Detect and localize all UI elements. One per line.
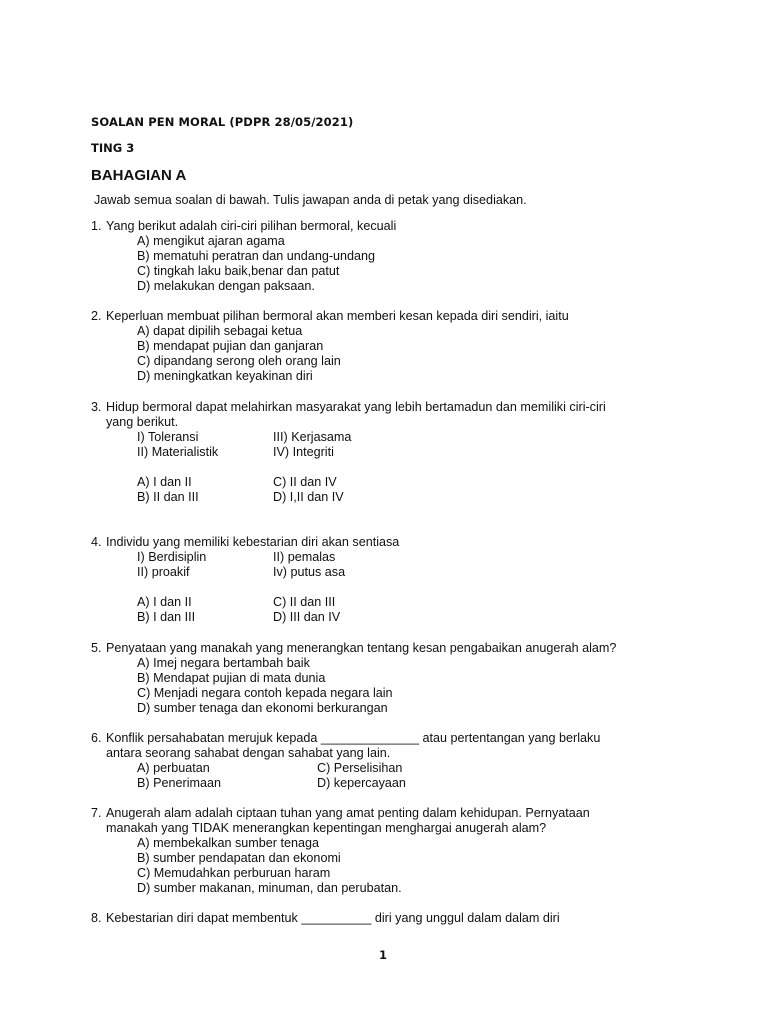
question-stem-continued: manakah yang TIDAK menerangkan kepentingan menghargai anugerah alam? bbox=[106, 821, 547, 835]
statement-item: I) Berdisiplin bbox=[137, 550, 207, 564]
question-8 bbox=[91, 911, 560, 926]
instructions: Jawab semua soalan di bawah. Tulis jawapan anda di petak yang disediakan. bbox=[94, 193, 527, 207]
option-d: D) sumber tenaga dan ekonomi berkurangan bbox=[137, 701, 388, 715]
statement-item: II) Materialistik bbox=[137, 445, 219, 459]
option-d: D) meningkatkan keyakinan diri bbox=[137, 369, 313, 383]
choice-row bbox=[91, 761, 600, 776]
choice-item: A) I dan II bbox=[137, 475, 192, 489]
statement-item: II) pemalas bbox=[273, 550, 336, 564]
document-title: SOALAN PEN MORAL (PDPR 28/05/2021) bbox=[91, 115, 354, 129]
choice-item: B) I dan III bbox=[137, 610, 196, 624]
option-c: C) Menjadi negara contoh kepada negara lain bbox=[137, 686, 393, 700]
statement-item: IV) Integriti bbox=[273, 445, 334, 459]
question-number: 3. bbox=[91, 400, 102, 414]
question-stem-continued: yang berikut. bbox=[106, 415, 179, 429]
option-a: A) membekalkan sumber tenaga bbox=[137, 836, 320, 850]
option-b: B) mematuhi peratran dan undang-undang bbox=[137, 249, 376, 263]
choice-item: A) I dan II bbox=[137, 595, 192, 609]
question-2 bbox=[91, 309, 569, 384]
statement-item: II) proakif bbox=[137, 565, 190, 579]
question-number: 7. bbox=[91, 806, 102, 820]
question-stem: Penyataan yang manakah yang menerangkan tentang kesan pengabaikan anugerah alam? bbox=[106, 641, 617, 655]
option-a: A) Imej negara bertambah baik bbox=[137, 656, 310, 670]
question-stem: Keperluan membuat pilihan bermoral akan memberi kesan kepada diri sendiri, iaitu bbox=[106, 309, 569, 323]
statement-row bbox=[91, 565, 399, 580]
question-number: 1. bbox=[91, 219, 102, 233]
question-3 bbox=[91, 400, 606, 505]
option-c: C) tingkah laku baik,benar dan patut bbox=[137, 264, 340, 278]
question-stem: Kebestarian diri dapat membentuk __________ diri yang unggul dalam dalam diri bbox=[106, 911, 560, 925]
choice-item: C) Perselisihan bbox=[317, 761, 403, 775]
choice-item: B) Penerimaan bbox=[137, 776, 221, 790]
question-number: 5. bbox=[91, 641, 102, 655]
question-4 bbox=[91, 535, 399, 625]
section-heading: BAHAGIAN A bbox=[91, 167, 187, 184]
question-number: 6. bbox=[91, 731, 102, 745]
choice-row bbox=[91, 610, 399, 625]
question-number: 8. bbox=[91, 911, 102, 925]
question-stem: Individu yang memiliki kebestarian diri akan sentiasa bbox=[106, 535, 400, 549]
question-7 bbox=[91, 806, 590, 896]
choice-item: B) II dan III bbox=[137, 490, 199, 504]
statement-row bbox=[91, 445, 606, 460]
question-stem: Anugerah alam adalah ciptaan tuhan yang amat penting dalam kehidupan. Pernyataan bbox=[106, 806, 590, 820]
question-stem: Hidup bermoral dapat melahirkan masyarakat yang lebih bertamadun dan memiliki ciri-ciri bbox=[106, 400, 606, 414]
choice-item: C) II dan IV bbox=[273, 475, 337, 489]
question-stem: Konflik persahabatan merujuk kepada ______________ atau pertentangan yang berlaku bbox=[106, 731, 601, 745]
choice-row bbox=[91, 776, 600, 791]
choice-row bbox=[91, 595, 399, 610]
choice-item: A) perbuatan bbox=[137, 761, 210, 775]
statement-item: Iv) putus asa bbox=[273, 565, 346, 579]
option-b: B) sumber pendapatan dan ekonomi bbox=[137, 851, 341, 865]
question-stem: Yang berikut adalah ciri-ciri pilihan bermoral, kecuali bbox=[106, 219, 397, 233]
form-level: TING 3 bbox=[91, 141, 135, 155]
option-b: B) mendapat pujian dan ganjaran bbox=[137, 339, 324, 353]
choice-item: D) III dan IV bbox=[273, 610, 341, 624]
question-stem-continued: antara seorang sahabat dengan sahabat yang lain. bbox=[106, 746, 391, 760]
choice-row bbox=[91, 475, 606, 490]
statement-item: III) Kerjasama bbox=[273, 430, 352, 444]
option-a: A) mengikut ajaran agama bbox=[137, 234, 285, 248]
statement-row bbox=[91, 430, 606, 445]
question-number: 4. bbox=[91, 535, 102, 549]
statement-item: I) Toleransi bbox=[137, 430, 199, 444]
question-1 bbox=[91, 219, 396, 294]
choice-item: D) I,II dan IV bbox=[273, 490, 344, 504]
question-number: 2. bbox=[91, 309, 102, 323]
option-c: C) Memudahkan perburuan haram bbox=[137, 866, 331, 880]
option-c: C) dipandang serong oleh orang lain bbox=[137, 354, 341, 368]
option-d: D) melakukan dengan paksaan. bbox=[137, 279, 315, 293]
page-number: 1 bbox=[379, 948, 388, 962]
option-b: B) Mendapat pujian di mata dunia bbox=[137, 671, 326, 685]
choice-item: D) kepercayaan bbox=[317, 776, 406, 790]
choice-item: C) II dan III bbox=[273, 595, 336, 609]
question-6 bbox=[91, 731, 600, 791]
option-d: D) sumber makanan, minuman, dan perubatan. bbox=[137, 881, 402, 895]
statement-row bbox=[91, 550, 399, 565]
option-a: A) dapat dipilih sebagai ketua bbox=[137, 324, 303, 338]
choice-row bbox=[91, 490, 606, 505]
question-5 bbox=[91, 641, 616, 716]
